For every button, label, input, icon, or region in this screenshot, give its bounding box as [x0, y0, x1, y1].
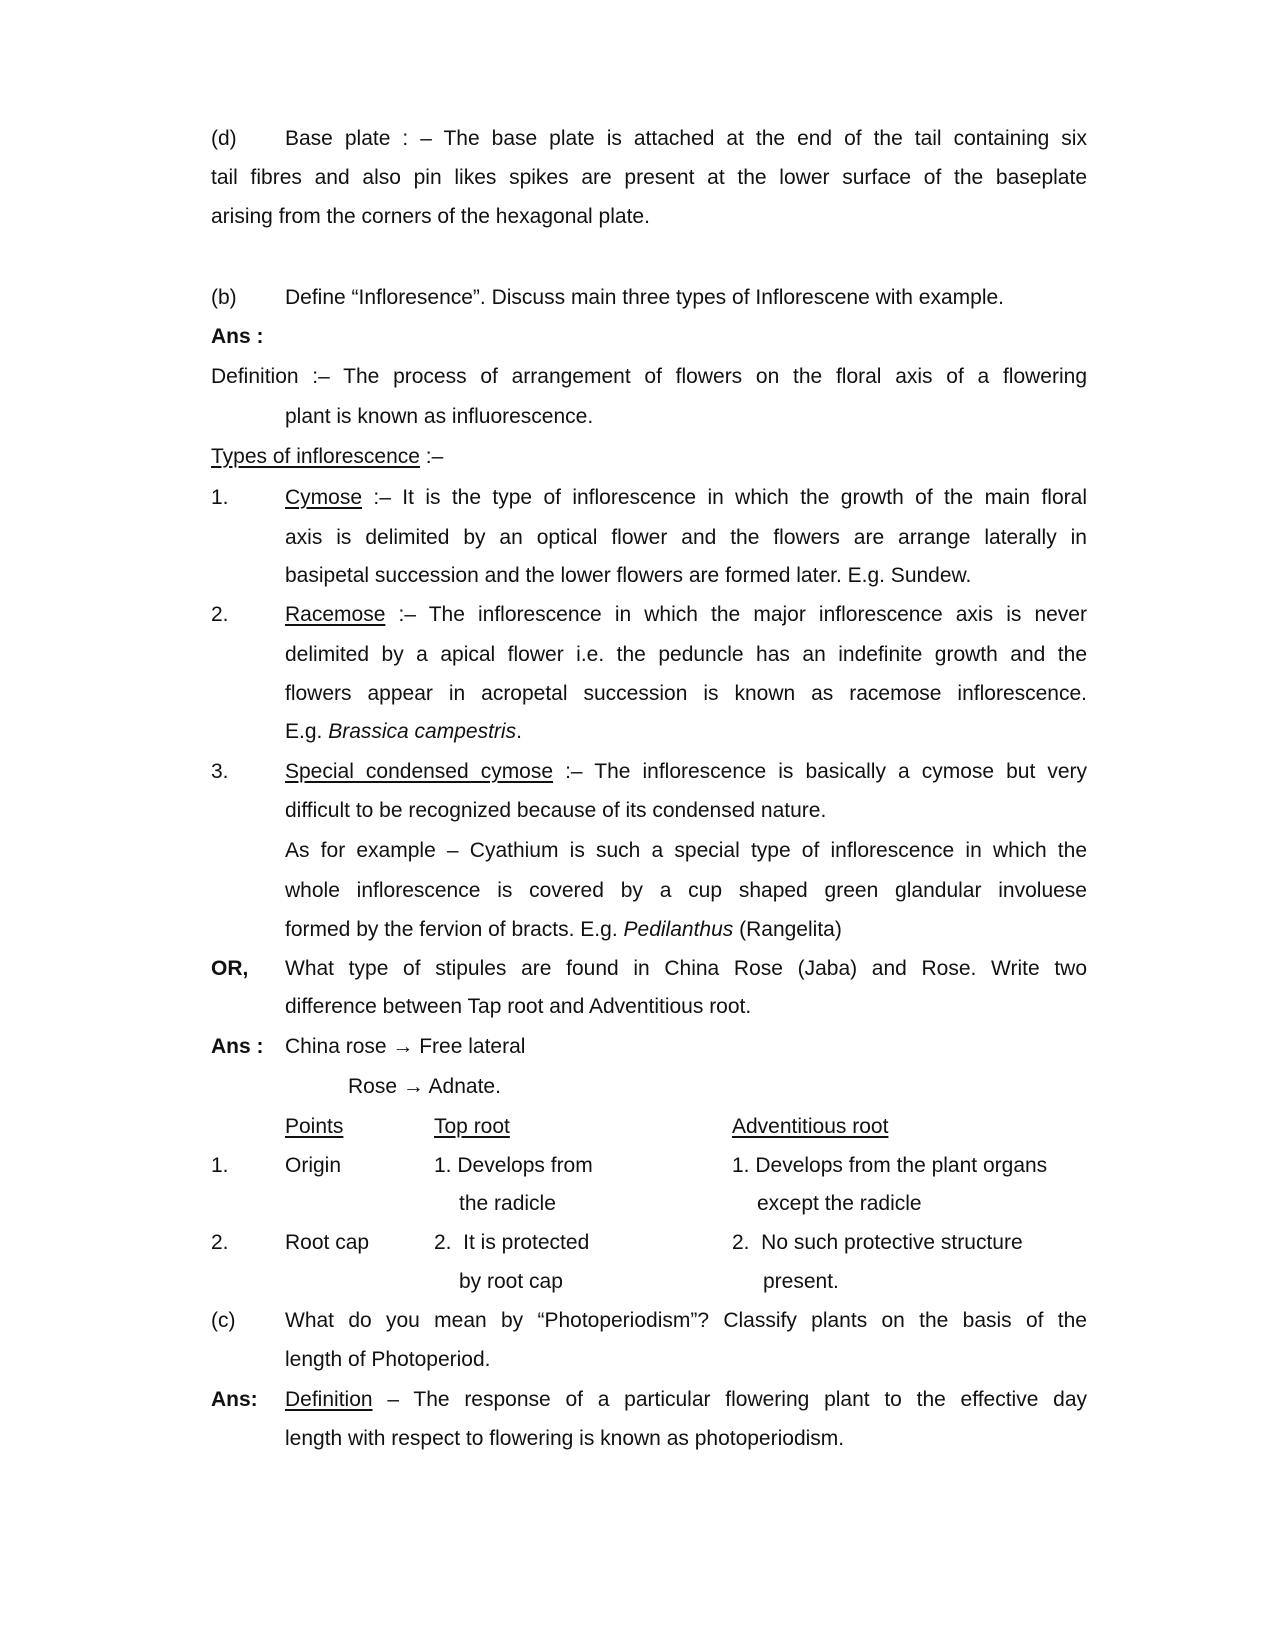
- type-3-line1: [285, 759, 1087, 785]
- part-b-ans-label: Ans :: [211, 325, 264, 348]
- part-b-definition-line2: plant is known as influorescence.: [285, 405, 594, 428]
- part-c-question-line1: What do you mean by “Photoperiodism”? Classify plants on the basis of the: [285, 1309, 1087, 1332]
- part-c-definition-text: – The response of a particular flowering plant to the effective day: [387, 1388, 1087, 1411]
- type-3-example-prefix: formed by the fervion of bracts. E.g.: [285, 918, 618, 941]
- table-row-2-tap-line2: by root cap: [459, 1270, 563, 1293]
- type-3-example-genus: Pedilanthus: [623, 918, 734, 941]
- part-d-label: (d): [211, 127, 237, 150]
- part-c-definition-line1: [285, 1387, 1087, 1413]
- table-row-2-adv-line2: present.: [763, 1270, 839, 1293]
- type-3-number: 3.: [211, 760, 229, 783]
- part-d-term: Base plate :: [285, 127, 409, 150]
- type-1-line1: [285, 485, 1087, 511]
- part-c-label: (c): [211, 1309, 236, 1332]
- or-answer-line1: China rose → Free lateral: [285, 1035, 526, 1058]
- type-1-line1-text: :– It is the type of inflorescence in which the growth of the main floral: [373, 486, 1087, 509]
- table-header-points: Points: [285, 1115, 344, 1138]
- table-row-1-point: Origin: [285, 1154, 342, 1177]
- or-question-line1: What type of stipules are found in China Rose (Jaba) and Rose. Write two: [285, 957, 1087, 980]
- or-answer-line2: Rose → Adnate.: [348, 1075, 501, 1098]
- part-d-line1: [285, 126, 1087, 152]
- type-1-line2: axis is delimited by an optical flower and the flowers are arrange laterally in: [285, 526, 1087, 549]
- type-3-line2: difficult to be recognized because of its condensed nature.: [285, 799, 827, 822]
- table-header-adventitious-root: Adventitious root: [732, 1115, 889, 1138]
- type-2-line2: delimited by a apical flower i.e. the peduncle has an indefinite growth and the: [285, 643, 1087, 666]
- table-row-1-tap-line1: 1. Develops from: [434, 1154, 593, 1177]
- or-label: OR,: [211, 957, 249, 980]
- or-question-line2: difference between Tap root and Adventitious root.: [285, 995, 752, 1018]
- type-1-line3: basipetal succession and the lower flowers are formed later. E.g. Sundew.: [285, 564, 972, 587]
- part-c-definition-line2: length with respect to flowering is known as photoperiodism.: [285, 1427, 845, 1450]
- type-1-term: Cymose: [285, 486, 363, 509]
- or-ans-label: Ans :: [211, 1035, 264, 1058]
- type-3-line1-text: :– The inflorescence is basically a cymose but very: [565, 760, 1087, 783]
- type-3-line3: As for example – Cyathium is such a special type of inflorescence in which the: [285, 839, 1087, 862]
- table-row-1-tap-line2: the radicle: [459, 1192, 556, 1215]
- types-heading-text: Types of inflorescence: [211, 445, 420, 468]
- part-d-line3: arising from the corners of the hexagonal plate.: [211, 205, 650, 228]
- part-d-line2: tail fibres and also pin likes spikes are present at the lower surface of the baseplate: [211, 166, 1087, 189]
- type-3-line5: [285, 917, 842, 943]
- types-heading: [211, 444, 443, 470]
- part-b-definition-line1: Definition :– The process of arrangement of flowers on the floral axis of a flowering: [211, 365, 1087, 388]
- type-2-line1-text: :– The inflorescence in which the major inflorescence axis is never: [398, 603, 1087, 626]
- type-3-term: Special condensed cymose: [285, 760, 554, 783]
- part-d-dash: –: [420, 127, 432, 150]
- table-row-2-point: Root cap: [285, 1231, 370, 1254]
- type-3-line4: whole inflorescence is covered by a cup shaped green glandular involuese: [285, 879, 1087, 902]
- types-heading-suffix: :–: [425, 445, 444, 468]
- table-row-1-adv-line1: 1. Develops from the plant organs: [732, 1154, 1048, 1177]
- type-2-term: Racemose: [285, 603, 386, 626]
- type-2-number: 2.: [211, 603, 229, 626]
- part-c-ans-label: Ans:: [211, 1388, 258, 1411]
- part-b-question: Define “Infloresence”. Discuss main three types of Inflorescene with example.: [285, 286, 1004, 309]
- type-3-example-suffix: (Rangelita): [739, 918, 842, 941]
- type-2-line1: [285, 602, 1087, 628]
- part-c-definition-term: Definition: [285, 1388, 373, 1411]
- type-2-example-suffix: .: [516, 720, 522, 743]
- type-2-example-prefix: E.g.: [285, 720, 323, 743]
- table-row-1-number: 1.: [211, 1154, 229, 1177]
- part-c-question-line2: length of Photoperiod.: [285, 1348, 491, 1371]
- part-b-label: (b): [211, 286, 237, 309]
- table-row-2-tap-line1: 2. It is protected: [434, 1231, 590, 1254]
- table-row-1-adv-line2: except the radicle: [757, 1192, 922, 1215]
- part-d-line1-text: The base plate is attached at the end of the tail containing six: [443, 127, 1087, 150]
- table-row-2-number: 2.: [211, 1231, 229, 1254]
- type-2-line3: flowers appear in acropetal succession is known as racemose inflorescence.: [285, 682, 1087, 705]
- type-2-example-species: Brassica campestris: [328, 720, 517, 743]
- table-row-2-adv-line1: 2. No such protective structure: [732, 1231, 1023, 1254]
- type-1-number: 1.: [211, 486, 229, 509]
- type-2-line4: [285, 719, 522, 745]
- table-header-tap-root: Top root: [434, 1115, 510, 1138]
